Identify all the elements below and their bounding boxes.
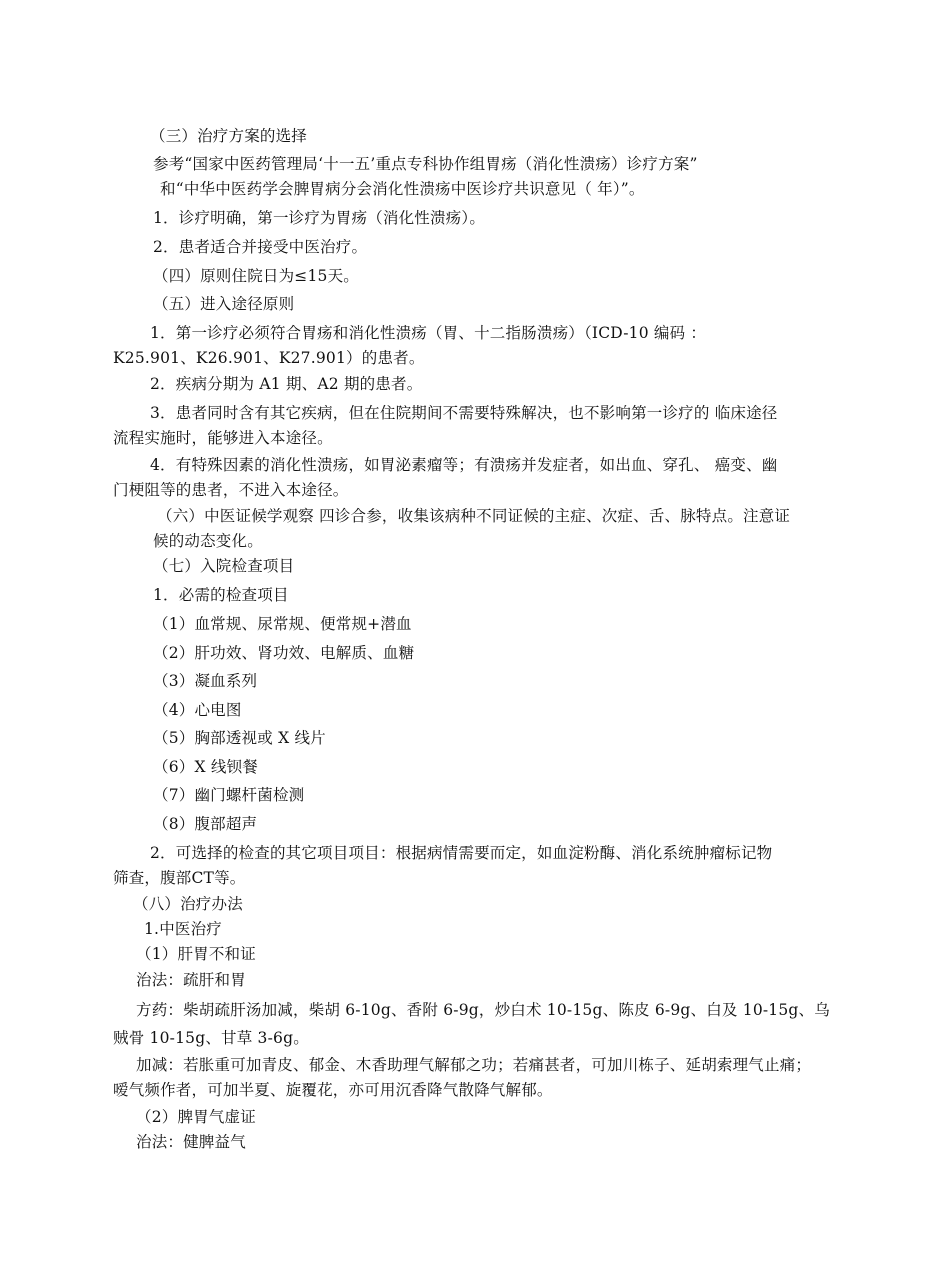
paragraph-line: 加减：若胀重可加青皮、郁金、木香助理气解郁之功；若痛甚者，可加川栋子、延胡索理气止痛； [136, 1056, 812, 1074]
section-heading-hospital-days: （四）原则住院日为≤15天。 [153, 267, 360, 285]
list-item: （6）X 线钡餐 [153, 758, 258, 776]
list-item: （8）腹部超声 [153, 815, 258, 833]
section-heading-admission-tests: （七）入院检查项目 [153, 557, 295, 575]
list-item: （7）幽门螺杆菌检测 [153, 786, 305, 804]
paragraph-line: 流程实施时，能够进入本途径。 [113, 429, 333, 447]
section-heading-treatment-plan: （三）治疗方案的选择 [150, 127, 308, 145]
list-item: 1．诊疗明确，第一诊疗为胃疡（消化性溃疡）。 [153, 209, 486, 227]
subsection-heading: （1）肝胃不和证 [136, 945, 256, 963]
list-item: 2．可选择的检查的其它项目项目：根据病情需要而定，如血淀粉酶、消化系统肿瘤标记物 [150, 844, 773, 862]
paragraph-line: 候的动态变化。 [153, 532, 263, 550]
paragraph-line: 贼骨 10-15g、甘草 3-6g。 [113, 1029, 309, 1047]
paragraph-line: 和“中华中医药学会脾胃病分会消化性溃疡中医诊疗共识意见（ 年）”。 [160, 180, 645, 198]
list-item: （5）胸部透视或 X 线片 [153, 729, 326, 747]
section-heading-treatment-method: （八）治疗办法 [133, 895, 243, 913]
list-item: （1）血常规、尿常规、便常规+潜血 [153, 615, 412, 633]
paragraph-line: 嗳气频作者，可加半夏、旋覆花，亦可用沉香降气散降气解郁。 [113, 1081, 553, 1099]
list-item: （3）凝血系列 [153, 672, 258, 690]
list-item: 1．必需的检查项目 [153, 586, 289, 604]
section-heading-entry-principle: （五）进入途径原则 [153, 295, 295, 313]
list-item: （2）肝功效、肾功效、电解质、血糖 [153, 644, 415, 662]
list-item: 1．第一诊疗必须符合胃疡和消化性溃疡（胃、十二指肠溃疡）（ICD-10 编码 ： [150, 324, 707, 342]
paragraph-line: K25.901、K26.901、K27.901）的患者。 [113, 349, 425, 367]
list-item: （4）心电图 [153, 701, 242, 719]
paragraph-line: 治法：健脾益气 [136, 1133, 246, 1151]
list-item: 2．患者适合并接受中医治疗。 [153, 238, 368, 256]
paragraph-line: 方药：柴胡疏肝汤加减，柴胡 6-10g、香附 6-9g，炒白术 10-15g、陈皮 6-9g、白及 10-15g、乌 [136, 1001, 830, 1019]
paragraph-line: 治法：疏肝和胃 [136, 971, 246, 989]
list-item: 2．疾病分期为 A1 期、A2 期的患者。 [150, 375, 423, 393]
subsection-heading: 1.中医治疗 [144, 920, 222, 938]
subsection-heading: （2）脾胃气虚证 [136, 1108, 256, 1126]
list-item: 3．患者同时含有其它疾病，但在住院期间不需要特殊解决，也不影响第一诊疗的 临床途径 [150, 404, 778, 422]
list-item: 4．有特殊因素的消化性溃疡，如胃泌素瘤等；有溃疡并发症者，如出血、穿孔、 癌变、幽 [150, 456, 778, 474]
paragraph-line: 参考“国家中医药管理局‘十一五’重点专科协作组胃疡（消化性溃疡）诊疗方案” [153, 155, 698, 173]
section-heading-tcm-observation: （六）中医证候学观察 四诊合参，收集该病种不同证候的主症、次症、舌、脉特点。注意证 [157, 507, 791, 525]
paragraph-line: 门梗阻等的患者，不进入本途径。 [113, 481, 349, 499]
paragraph-line: 筛查，腹部CT等。 [113, 869, 246, 887]
